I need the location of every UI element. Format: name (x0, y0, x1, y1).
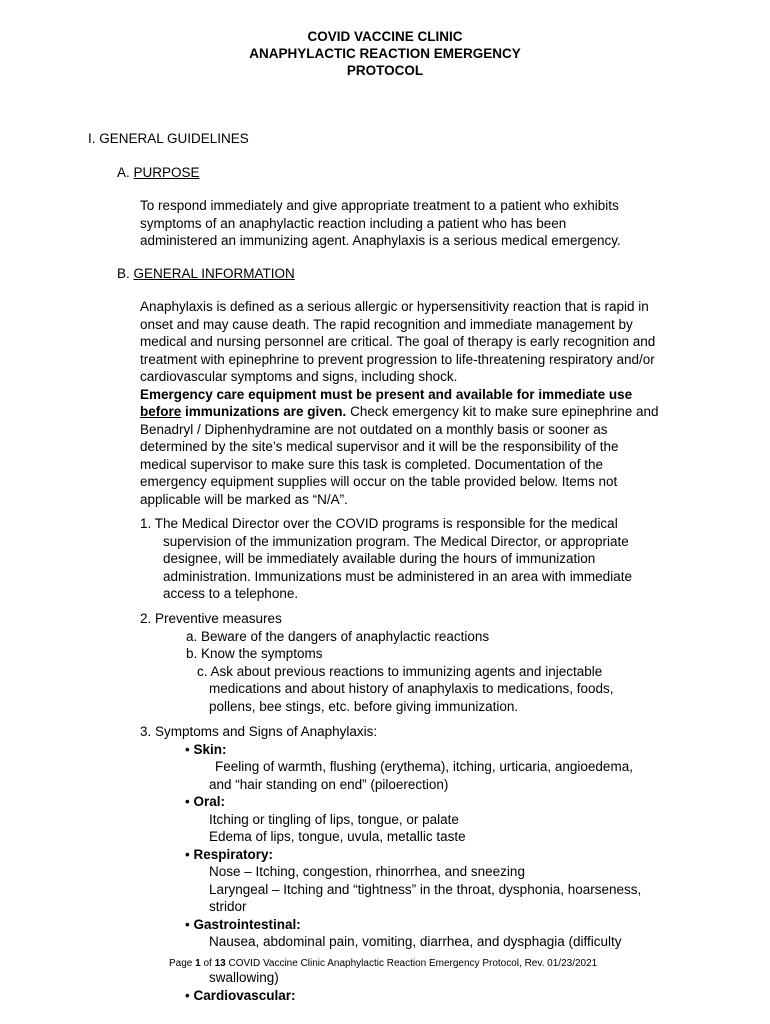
oral-lines (209, 811, 466, 846)
item-1-line: access to a telephone. (163, 586, 299, 601)
title-line-3: PROTOCOL (346, 63, 424, 78)
purpose-heading (117, 164, 200, 182)
general-info-heading (117, 265, 295, 283)
oral-line: Edema of lips, tongue, uvula, metallic taste (209, 829, 466, 844)
purpose-line: To respond immediately and give appropriate treatment to a patient who exhibits (140, 198, 619, 213)
skin-bullet (185, 741, 227, 759)
item-2-heading: 2. Preventive measures (140, 611, 282, 626)
bullet-icon: • (185, 846, 190, 862)
footer-page-total: 13 (214, 958, 226, 969)
general-info-paragraph (140, 298, 658, 508)
oral-bullet (185, 793, 225, 811)
general-info-prefix: B. (117, 266, 134, 281)
footer-page-word: Page (169, 958, 196, 969)
purpose-label: PURPOSE (133, 165, 200, 180)
oral-line: Itching or tingling of lips, tongue, or palate (209, 811, 459, 827)
before-emphasis: before (140, 404, 182, 419)
emergency-equipment-line (140, 403, 658, 421)
general-info-line: medical and nursing personnel are critical. The goal of therapy is early recognition and (140, 334, 656, 349)
general-info-label: GENERAL INFORMATION (133, 266, 295, 281)
skin-line-1: Feeling of warmth, flushing (erythema), itching, urticaria, angioedema, (215, 759, 633, 774)
immunizations-given-emphasis: immunizations are given. (181, 404, 347, 419)
item-1-paragraph (163, 533, 632, 603)
gastrointestinal-label: Gastrointestinal: (193, 916, 301, 932)
cardiovascular-label: Cardiovascular: (193, 988, 296, 1003)
skin-label: Skin: (193, 741, 227, 757)
gastrointestinal-bullet (185, 916, 301, 934)
section-heading: I. GENERAL GUIDELINES (88, 131, 249, 146)
gastrointestinal-line-2: swallowing) (209, 970, 279, 985)
emergency-equipment-notice: Emergency care equipment must be present and available for immediate use (140, 386, 633, 402)
bullet-icon: • (185, 988, 190, 1003)
general-info-line: emergency equipment supplies will occur on the table provided below. Items not (140, 474, 618, 489)
respiratory-label: Respiratory: (193, 846, 274, 862)
purpose-line: symptoms of an anaphylactic reaction including a patient who has been (140, 215, 567, 231)
bullet-icon: • (185, 794, 190, 809)
respiratory-lines (209, 863, 641, 916)
footer-page-number: 1 (195, 958, 201, 969)
general-info-line: determined by the site’s medical supervisor and it will be the responsibility of the (140, 439, 619, 454)
respiratory-bullet (185, 846, 273, 864)
item-3-heading: 3. Symptoms and Signs of Anaphylaxis: (140, 724, 378, 739)
respiratory-line: Nose – Itching, congestion, rhinorrhea, and sneezing (209, 864, 525, 879)
item-1-line: designee, will be immediately available during the hours of immunization (163, 551, 596, 566)
item-1-first-line: 1. The Medical Director over the COVID programs is responsible for the medical (140, 516, 618, 531)
cardiovascular-bullet (185, 987, 296, 1005)
item-1-line: supervision of the immunization program. The Medical Director, or appropriate (163, 533, 629, 549)
item-2-c-line: medications and about history of anaphylaxis to medications, foods, (209, 681, 614, 696)
purpose-line: administered an immunizing agent. Anaphylaxis is a serious medical emergency. (140, 233, 621, 248)
item-1-line: administration. Immunizations must be administered in an area with immediate (163, 568, 632, 584)
item-2-c-line: pollens, bee stings, etc. before giving immunization. (209, 698, 519, 714)
footer-of-word: of (200, 958, 215, 969)
general-info-line: medical supervisor to make sure this task is completed. Documentation of the (140, 456, 603, 472)
general-info-line: Anaphylaxis is defined as a serious allergic or hypersensitivity reaction that is rapid in (140, 299, 649, 314)
oral-label: Oral: (193, 794, 226, 809)
bullet-icon: • (185, 741, 190, 757)
title-line-2: ANAPHYLACTIC REACTION EMERGENCY (249, 46, 521, 61)
general-info-line: cardiovascular symptoms and signs, including shock. (140, 369, 458, 384)
document-title (0, 28, 770, 79)
item-2-a: a. Beware of the dangers of anaphylactic reactions (186, 628, 490, 644)
general-info-line: treatment with epinephrine to prevent progression to life-threatening respiratory and/or (140, 351, 655, 367)
title-line-1: COVID VACCINE CLINIC (307, 29, 463, 44)
gastrointestinal-line-1: Nausea, abdominal pain, vomiting, diarrhea, and dysphagia (difficulty (209, 934, 622, 949)
purpose-prefix: A. (117, 165, 134, 180)
respiratory-line: stridor (209, 899, 247, 914)
item-2-b: b. Know the symptoms (186, 646, 323, 661)
respiratory-line: Laryngeal – Itching and “tightness” in the throat, dysphonia, hoarseness, (209, 881, 642, 897)
check-kit-text: Check emergency kit to make sure epinephrine and (346, 404, 659, 419)
bullet-icon: • (185, 916, 190, 932)
item-2-c-paragraph (209, 680, 614, 715)
footer-text: COVID Vaccine Clinic Anaphylactic Reaction Emergency Protocol, Rev. 01/23/2021 (225, 958, 598, 969)
purpose-paragraph (140, 197, 621, 250)
skin-line-2: and “hair standing on end” (piloerection) (209, 776, 449, 792)
general-info-line: Benadryl / Diphenhydramine are not outdated on a monthly basis or sooner as (140, 421, 608, 437)
general-info-line: applicable will be marked as “N/A”. (140, 491, 348, 507)
item-2-c-first-line: c. Ask about previous reactions to immunizing agents and injectable (197, 663, 603, 679)
general-info-line: onset and may cause death. The rapid recognition and immediate management by (140, 316, 633, 332)
